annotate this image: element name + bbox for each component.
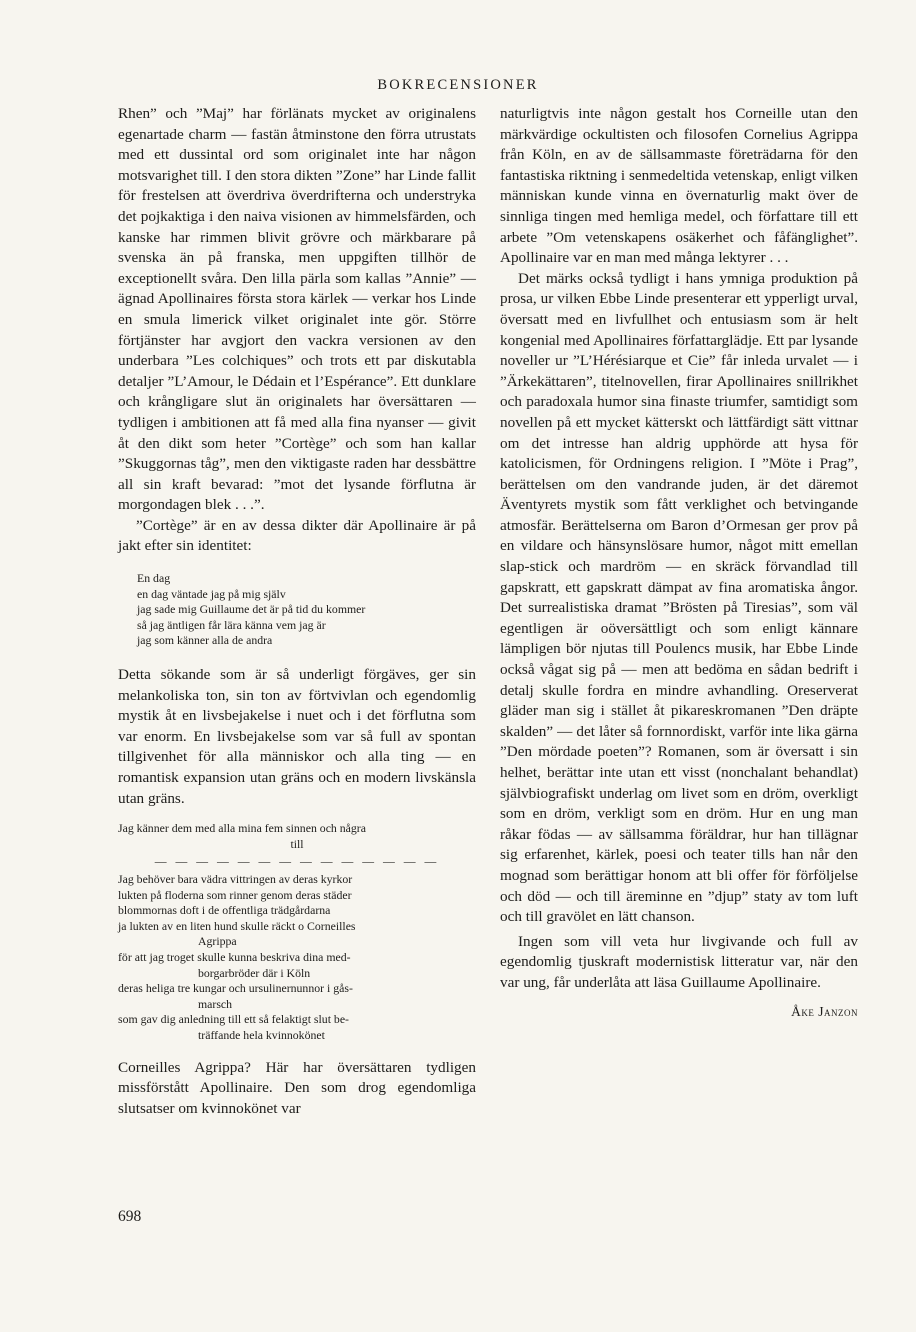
running-header: BOKRECENSIONER [377,77,539,93]
poem-quote-1 [137,571,476,649]
poem-line: blommornas doft i de offentliga trädgårdarna [118,903,331,918]
poem-line-continuation: Agrippa [198,934,237,949]
poem-line: Jag behöver bara vädra vittringen av deras kyrkor [118,871,353,886]
right-column [500,104,858,1022]
left-column [118,104,476,1119]
author-signature [500,1002,858,1023]
left-paragraph-3: Detta sökande som är så underligt förgäves, ger sin melankoliska ton, sin ton av förtvivlan och egendomlig mystik åt en livsbejakelse i nuet och i det förflutna som var enorm. En livsbejakelse som var så full av spontan tillgivenhet för alla människor och alla ting — en romantisk expansion utan gräns och en modern livskänsla utan gräns. [118,666,476,807]
poem-line-continuation: borgarbröder där i Köln [198,965,311,980]
right-paragraph-2: Det märks också tydligt i hans ymniga produktion på prosa, ur vilken Ebbe Linde presenterar ett ypperligt urval, översatt med en livfullhet och entusiasm som är helt kongenial med Apollinaires författarglädje. Ett par lysande noveller ur ”L’Hérésiarque et Cie” får inleda urvalet — i ”Ärkekättaren”, titelnovellen, firar Apollinaires snillrikhet och paradoxala humor sina finaste triumfer, samtidigt som novellen på ett mycket kätterskt och lättfärdigt sätt vittnar om det intresse han aldrig upphörde att hysa för katolicismen, för Ordningens religion. I ”Möte i Prag”, berättelsen om den vandrande juden, är det däremot Äventyrets mystik som fått verklighet och betvingande atmosfär. Berättelserna om Baron d’Ormesan ger prov på en vildare och hänsynslösare humor, något mitt emellan slap-stick och mardröm — en skräck förvandlad till gapskratt, ett gapskratt dämpat av fina aromatiska ångor. Det surrealistiska dramat ”Brösten på Tiresias”, som väl egentligen är oöversättligt och som enligt kännare lämpligen bör njutas till Poulencs musik, har Ebbe Linde också vågat sig på — men att bedöma en sådan bedrift i detalj skulle fordra en mindre avhandling. Oreserverat gläder man sig i stället åt pikareskromanen ”Den dräpte skalden” — det låter så fornnordiskt, varför inte lika gärna ”Den mördade poeten”? Romanen, som är översatt i sin helhet, berättar inte utan ett visst (nonchalant behandlat) självbiografiskt underlag om livet som en dröm, overkligt som en dröm, verkligt som en dröm. Hur en ung man råkar födas — av sällsamma föräldrar, hur han tillägnar sig erfarenhet, kärlek, poesi och teater tills han når den mognad som berättigar honom att bli offer för förföljelse och död — och till äreminne en ”djup” staty av tom luft och till gravölet en lätt chanson. [500,269,858,926]
poem-line: jag sade mig Guillaume det är på tid du kommer [137,602,366,617]
poem-ellipsis-dashes: — — — — — — — — — — — — — — [154,854,440,869]
poem-line: ja lukten av en liten hund skulle räckt o Corneilles [118,918,356,933]
poem-line: deras heliga tre kungar och ursulinernunnor i gås- [118,981,353,996]
left-paragraph-1: Rhen” och ”Maj” har förlänats mycket av originalens egenartade charm — fastän åtminstone den förra utrustats med ett dussintal ord som originalet inte har någon motsvarighet till. I den stora dikten ”Zone” har Linde fallit för frestelsen att överdriva överdrifterna och understryka det pojkaktiga i den naiva visionen av himmelsfärden, och kanske har rimmen blivit grövre och märkbarare på svenska än på franska, men uppgiften tillhör de exceptionellt svåra. Den lilla pärla som kallas ”Annie” — ägnad Apollinaires första stora kärlek — verkar hos Linde en smula limerick vilket originalet inte gör. Större förtjänster har avgjort den vackra versionen av den underbara ”Les colchiques” och trots ett par diskutabla detaljer ”L’Amour, le Dédain et l’Espérance”. Ett dunklare och krångligare slut än originalets har översättaren — tydligen i ambitionen att få med alla fina nyanser — givit åt den dikt som heter ”Cortège” och som han kallar ”Skuggornas tåg”, men den viktigaste raden har dessbättre all sin kraft bevarad: ”mot det lysande förflutna är morgondagen blek . . .”. [118,105,476,514]
right-paragraph-3: Ingen som vill veta hur livgivande och full av egendomlig tjuskraft modernistisk litteratur var, när den var ung, får underlåta att läsa Guillaume Apollinaire. [500,932,858,991]
poem-line-continuation: träffande hela kvinnokönet [198,1027,325,1042]
poem-line-continuation: till [290,836,304,851]
page-number: 698 [118,1208,142,1225]
poem-line: Jag känner dem med alla mina fem sinnen och några [118,821,366,836]
poem-line: för att jag troget skulle kunna beskriva dina med- [118,949,351,964]
poem-line-continuation: marsch [198,996,233,1011]
poem-quote-2 [118,821,476,1043]
poem-line: lukten på floderna som rinner genom deras städer [118,887,352,902]
poem-line: En dag [137,571,171,586]
left-paragraph-2: ”Cortège” är en av dessa dikter där Apollinaire är på jakt efter sin identitet: [118,516,476,555]
poem-line: som gav dig anledning till ett så felaktigt slut be- [118,1012,349,1027]
author-name: Åke Janzon [791,1003,858,1019]
left-paragraph-4: Corneilles Agrippa? Här har översättaren tydligen missförstått Apollinaire. Den som drog egendomliga slutsatser om kvinnokönet var [118,1058,476,1117]
poem-line: en dag väntade jag på mig själv [137,586,286,601]
right-paragraph-1: naturligtvis inte någon gestalt hos Corneille utan den märkvärdige ockultisten och filosofen Cornelius Agrippa från Köln, en av de sällsammaste företrädarna för den fantastiska riktning i senmedeltida vetenskap, enligt vilken människan kunde vinna en övernaturlig makt över de sinnliga tingen med hemliga medel, och författare till ett arbete ”Om vetenskapens osäkerhet och fåfänglighet”. Apollinaire var en man med många lektyrer . . . [500,105,858,267]
poem-line: så jag äntligen får lära känna vem jag är [137,617,326,632]
poem-line: jag som känner alla de andra [137,633,273,648]
